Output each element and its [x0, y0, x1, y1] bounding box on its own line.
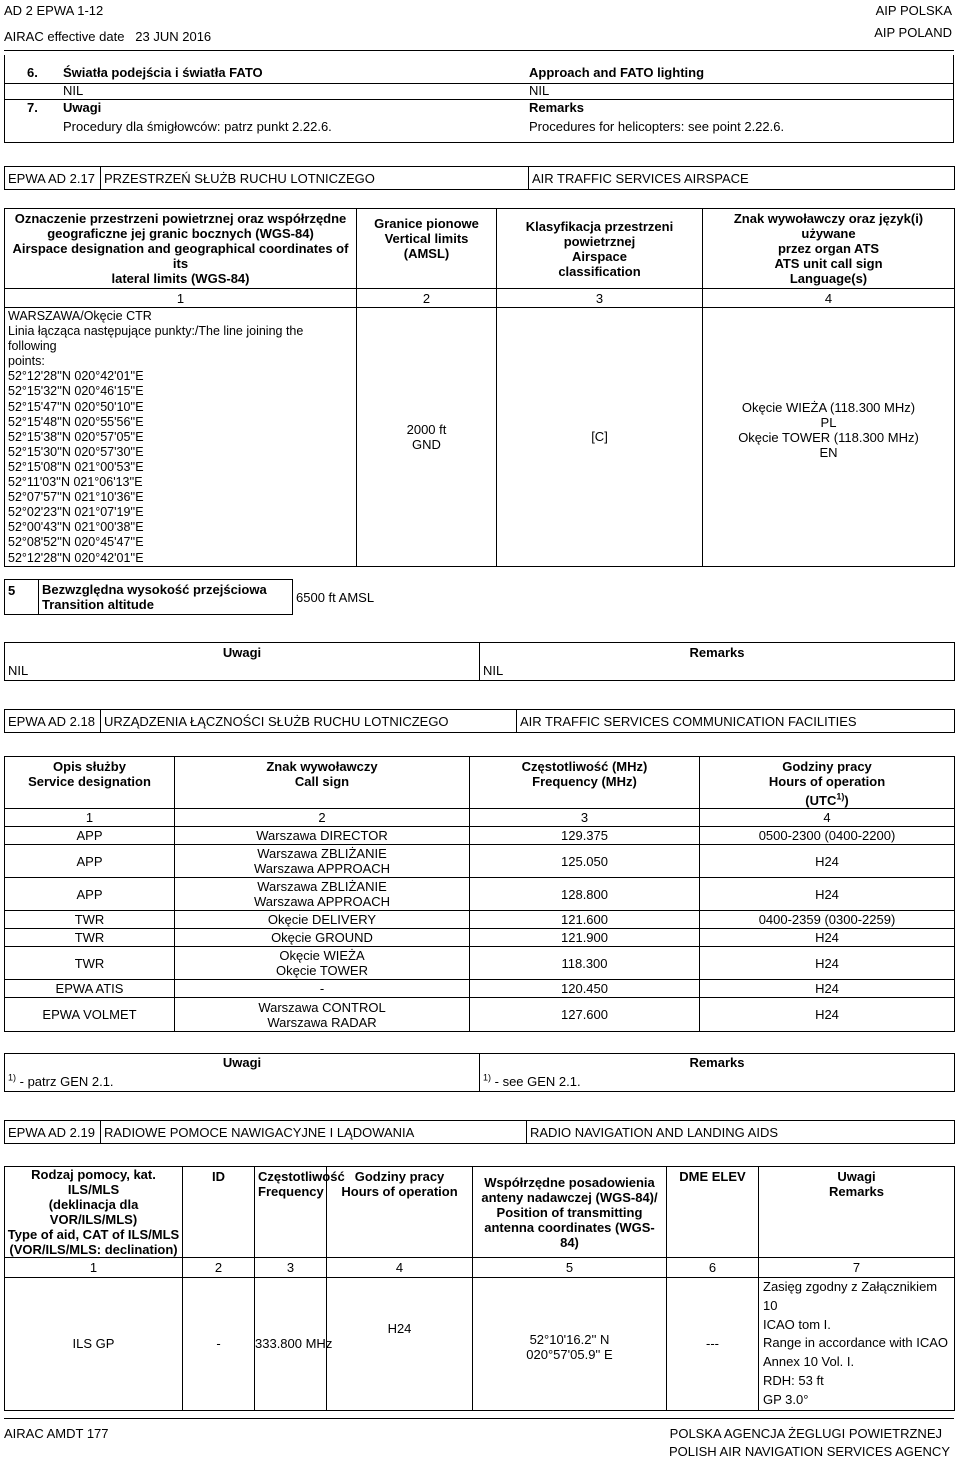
aip-polska: AIP POLSKA	[875, 3, 952, 18]
ctr-line: 52°12'28''N 020°42'01''E	[8, 369, 144, 384]
ctr-line: 52°12'28''N 020°42'01''E	[8, 550, 144, 565]
table-header-row	[5, 757, 955, 809]
col-number: 3	[255, 1258, 327, 1278]
vertical-limits-cell	[357, 308, 497, 567]
header-line: Znak wywoławczy	[266, 759, 378, 774]
ctr-line: 52°08'52''N 020°45'47''E	[8, 535, 144, 550]
utc-label: (UTC	[805, 793, 837, 808]
aip-poland: AIP POLAND	[874, 25, 952, 40]
col-header-vertical-limits	[357, 209, 497, 289]
col-number: 5	[473, 1258, 667, 1278]
remarks-en-value: NIL	[480, 662, 955, 681]
remarks-pl-heading: Uwagi	[5, 643, 480, 662]
airac-amendment: AIRAC AMDT 177	[4, 1426, 109, 1441]
service-cell: APP	[5, 827, 175, 845]
ctr-line: 52°15'32''N 020°46'15''E	[8, 384, 144, 399]
transition-number: 5	[5, 580, 39, 615]
table-row	[5, 1278, 955, 1411]
item7-number: 7.	[27, 100, 38, 115]
ctr-line: 52°15'08''N 021°00'53''E	[8, 459, 144, 474]
service-cell: APP	[5, 845, 175, 878]
remark-line: ICAO tom I.	[763, 1316, 831, 1332]
service-cell: EPWA VOLMET	[5, 998, 175, 1032]
callsign-cell	[175, 929, 470, 947]
section-code: EPWA AD 2.17	[5, 167, 101, 190]
coordinates-cell	[473, 1278, 667, 1411]
table-row	[5, 878, 955, 911]
header-line: Language(s)	[789, 271, 868, 286]
frequency-cell: 118.300	[470, 947, 700, 980]
frequency-cell: 121.600	[470, 911, 700, 929]
remark-line: Annex 10 Vol. I.	[763, 1354, 855, 1370]
table-row	[5, 827, 955, 845]
table-row	[5, 911, 955, 929]
header-line: Frequency	[258, 1184, 324, 1199]
service-cell: TWR	[5, 911, 175, 929]
col-header-coordinates	[473, 1167, 667, 1258]
publisher-pl: POLSKA AGENCJA ŻEGLUGI POWIETRZNEJ	[669, 1426, 942, 1441]
footer-rule	[4, 1418, 954, 1419]
col-header-hours	[327, 1167, 473, 1258]
aid-type-cell: ILS GP	[5, 1278, 183, 1411]
frequency-cell: 121.900	[470, 929, 700, 947]
ctr-line: 52°07'57''N 021°10'36''E	[8, 490, 144, 505]
callsign-line: Warszawa RADAR	[267, 1014, 377, 1030]
header-line: Uwagi	[837, 1169, 876, 1184]
remark-line: GP 3.0°	[763, 1391, 809, 1407]
table-row	[5, 662, 955, 681]
item7-pl-label: Uwagi	[63, 100, 102, 115]
col-number: 2	[357, 289, 497, 308]
remarks-en-value	[480, 1072, 955, 1092]
utc-close: )	[844, 793, 849, 808]
header-line: Znak wywoławczy oraz język(i) używane	[733, 211, 924, 241]
header-line: (VOR/ILS/MLS: declination)	[9, 1242, 178, 1257]
section-title-pl: PRZESTRZEŃ SŁUŻB RUCHU LOTNICZEGO	[101, 167, 529, 190]
header-line: (AMSL)	[403, 246, 450, 261]
remarks-pl-heading: Uwagi	[5, 1054, 480, 1072]
remarks-pl-value: NIL	[5, 662, 480, 681]
callsign-line: Warszawa ZBLIŻANIE	[257, 879, 387, 894]
service-cell: EPWA ATIS	[5, 980, 175, 998]
hours-cell: H24	[700, 998, 955, 1032]
header-line: Godziny pracy	[354, 1169, 445, 1184]
item6-en-label: Approach and FATO lighting	[529, 65, 705, 80]
table-row	[5, 980, 955, 998]
callsign-line: Okęcie TOWER	[276, 963, 368, 978]
header-rule	[4, 50, 954, 51]
header-line: Remarks	[829, 1184, 884, 1199]
callsign-cell	[175, 947, 470, 980]
communication-table	[4, 756, 955, 1032]
header-line: Type of aid, CAT of ILS/MLS	[7, 1227, 180, 1242]
ctr-line: 52°02'23''N 021°07'19''E	[8, 505, 144, 520]
header-line: Opis służby	[53, 759, 126, 774]
col-header-dme-elev	[667, 1167, 759, 1258]
callsign-line: PL	[820, 414, 837, 430]
id-cell: -	[183, 1278, 255, 1411]
header-line-utc	[703, 793, 951, 808]
table-row	[5, 643, 955, 662]
header-line: Hours of operation	[768, 774, 886, 789]
hours-cell: H24	[700, 947, 955, 980]
callsign-line: Okęcie DELIVERY	[267, 912, 377, 927]
publisher-en: POLISH AIR NAVIGATION SERVICES AGENCY	[668, 1444, 950, 1459]
table-header-row	[5, 1167, 955, 1258]
header-line: Hours of operation	[341, 1184, 458, 1199]
remarks-en-text: - see GEN 2.1.	[491, 1073, 581, 1089]
transition-altitude-table	[4, 579, 375, 615]
callsign-line: Warszawa ZBLIŻANIE	[257, 846, 387, 861]
ctr-line: 52°15'30''N 020°57'30''E	[8, 444, 144, 459]
ctr-line: 52°15'38''N 020°57'05''E	[8, 429, 144, 444]
callsign-line: Okęcie TOWER (118.300 MHz)	[738, 429, 919, 445]
col-number: 3	[470, 809, 700, 827]
ctr-line: Linia łącząca następujące punkty:/The line joining the following	[8, 324, 304, 354]
callsign-line: Warszawa DIRECTOR	[256, 828, 388, 843]
section-code: EPWA AD 2.19	[5, 1121, 101, 1144]
doc-ref: AD 2 EPWA 1-12	[4, 3, 104, 18]
col-number: 4	[700, 809, 955, 827]
item6-pl-value: NIL	[63, 83, 84, 98]
col-header-classification	[497, 209, 703, 289]
callsign-cell	[175, 845, 470, 878]
ctr-line: 52°00'43''N 021°00'38''E	[8, 520, 144, 535]
col-number: 7	[759, 1258, 955, 1278]
col-number: 1	[5, 1258, 183, 1278]
col-header-id	[183, 1167, 255, 1258]
item7-en-value: Procedures for helicopters: see point 2.22.6.	[529, 119, 785, 134]
header-line: Granice pionowe	[374, 216, 479, 231]
header-line: ATS unit call sign	[774, 256, 883, 271]
header-line: Częstotliwość	[258, 1169, 345, 1184]
column-number-row	[5, 289, 955, 308]
ctr-line: WARSZAWA/Okęcie CTR	[8, 309, 152, 323]
remarks-en-heading: Remarks	[480, 1054, 955, 1072]
divider	[5, 99, 953, 100]
section-219-header	[4, 1120, 955, 1144]
header-line: Position of transmitting	[496, 1204, 643, 1220]
col-header-remarks	[759, 1167, 955, 1258]
ctr-line: 52°15'47''N 020°50'10''E	[8, 399, 144, 414]
callsign-line: Okęcie WIEŻA (118.300 MHz)	[741, 399, 916, 415]
header-line: Współrzędne posadowienia	[484, 1174, 655, 1190]
header-line: (deklinacja dla VOR/ILS/MLS)	[48, 1197, 139, 1227]
airspace-table	[4, 208, 955, 567]
ctr-definition	[5, 308, 357, 567]
section-title-en: AIR TRAFFIC SERVICES COMMUNICATION FACILITIES	[517, 710, 955, 733]
section-title-en: AIR TRAFFIC SERVICES AIRSPACE	[529, 167, 955, 190]
frequency-cell: 128.800	[470, 878, 700, 911]
header-line: Call sign	[294, 774, 350, 789]
divider	[5, 83, 953, 84]
hours-cell: H24	[700, 929, 955, 947]
header-line: Airspace	[572, 248, 627, 264]
dme-elev-cell: ---	[667, 1278, 759, 1411]
frequency-cell: 129.375	[470, 827, 700, 845]
header-line: przez organ ATS	[777, 241, 880, 256]
classification-cell: [C]	[497, 308, 703, 567]
footnote-marker: 1)	[483, 1072, 492, 1083]
hours-cell: H24	[700, 845, 955, 878]
remarks-pl-text: - patrz GEN 2.1.	[16, 1073, 114, 1089]
col-header-frequency	[255, 1167, 345, 1258]
header-line: classification	[558, 263, 641, 279]
section-code: EPWA AD 2.18	[5, 710, 101, 733]
item6-pl-label: Światła podejścia i światła FATO	[63, 65, 263, 80]
hours-cell: 0400-2359 (0300-2259)	[700, 911, 955, 929]
top-items	[4, 55, 954, 143]
col-number: 6	[667, 1258, 759, 1278]
airac-effective	[4, 29, 211, 44]
callsign-cell	[175, 827, 470, 845]
vertical-limit-lower: GND	[412, 436, 441, 452]
header-line: Airspace designation and geographical coordinates of its	[12, 241, 349, 271]
footnote-marker: 1)	[836, 791, 845, 802]
remarks-cell	[759, 1278, 955, 1411]
header-line: Frequency (MHz)	[532, 774, 637, 789]
navaids-table	[4, 1166, 955, 1411]
callsign-line: Warszawa CONTROL	[258, 999, 386, 1015]
callsign-cell	[703, 308, 955, 567]
callsign-line: Warszawa APPROACH	[253, 894, 391, 909]
header-line: antenna coordinates (WGS-84)	[484, 1219, 655, 1250]
header-line: Częstotliwość (MHz)	[521, 759, 648, 774]
ctr-line: 52°15'48''N 020°55'56''E	[8, 414, 144, 429]
header-line: Vertical limits	[384, 231, 469, 246]
transition-label	[39, 580, 293, 615]
column-number-row	[5, 1258, 955, 1278]
ctr-line: points:	[8, 354, 45, 369]
table-header-row	[5, 209, 955, 289]
item6-number: 6.	[27, 65, 38, 80]
col-number: 1	[5, 809, 175, 827]
col-number: 3	[497, 289, 703, 308]
table-row	[5, 1072, 955, 1092]
col-header-frequency	[470, 757, 700, 809]
table-row	[5, 929, 955, 947]
hours-cell: 0500-2300 (0400-2200)	[700, 827, 955, 845]
coordinate-line: 020°57'05.9'' E	[526, 1346, 613, 1362]
col-number: 2	[183, 1258, 255, 1278]
hours-cell: H24	[700, 980, 955, 998]
col-header-designation	[5, 209, 357, 289]
header-line: DME ELEV	[679, 1169, 746, 1184]
callsign-line: Warszawa APPROACH	[253, 861, 391, 876]
column-number-row	[5, 809, 955, 827]
section-title-pl: RADIOWE POMOCE NAWIGACYJNE I LĄDOWANIA	[101, 1121, 527, 1144]
frequency-cell: 127.600	[470, 998, 700, 1032]
remarks-table	[4, 642, 955, 681]
col-header-callsign	[703, 209, 955, 289]
table-row	[5, 845, 955, 878]
section-title-pl: URZĄDZENIA ŁĄCZNOŚCI SŁUŻB RUCHU LOTNICZEGO	[101, 710, 517, 733]
coordinate-line: 52°10'16.2'' N	[529, 1331, 610, 1347]
remarks-pl-value	[5, 1072, 480, 1092]
airac-date: 23 JUN 2016	[135, 29, 212, 44]
col-header-service	[5, 757, 175, 809]
transition-label-en: Transition altitude	[42, 597, 154, 612]
header-line: Rodzaj pomocy, kat. ILS/MLS	[31, 1167, 156, 1197]
service-cell: TWR	[5, 929, 175, 947]
header-line: ID	[212, 1169, 225, 1184]
col-number: 1	[5, 289, 357, 308]
vertical-limit-upper: 2000 ft	[406, 421, 447, 437]
callsign-line: -	[319, 981, 325, 996]
footnote-marker: 1)	[8, 1072, 17, 1083]
transition-label-pl: Bezwzględna wysokość przejściowa	[42, 582, 267, 597]
remark-line: Zasięg zgodny z Załącznikiem 10	[763, 1279, 938, 1313]
callsign-cell	[175, 980, 470, 998]
callsign-line: Okęcie WIEŻA	[279, 948, 365, 963]
col-number: 4	[703, 289, 955, 308]
header-line: geograficzne jej granic bocznych (WGS-84)	[47, 226, 314, 241]
table-row	[5, 1054, 955, 1072]
col-number: 2	[175, 809, 470, 827]
table-row	[5, 998, 955, 1032]
item6-en-value: NIL	[529, 83, 550, 98]
header-line: Oznaczenie przestrzeni powietrznej oraz współrzędne	[14, 211, 347, 226]
service-cell: APP	[5, 878, 175, 911]
header-line: Service designation	[28, 774, 151, 789]
item7-pl-value: Procedury dla śmigłowców: patrz punkt 2.22.6.	[63, 119, 332, 134]
ctr-line: 52°11'03''N 021°06'13''E	[8, 475, 143, 490]
remark-line: Range in accordance with ICAO	[763, 1335, 948, 1351]
service-cell: TWR	[5, 947, 175, 980]
col-header-aid-type	[5, 1167, 183, 1258]
frequency-cell: 333.800 MHz	[255, 1278, 327, 1411]
header-line: Godziny pracy	[782, 759, 872, 774]
frequency-cell: 120.450	[470, 980, 700, 998]
frequency-cell: 125.050	[470, 845, 700, 878]
callsign-cell	[175, 998, 470, 1032]
callsign-line: EN	[819, 444, 838, 460]
header-line: lateral limits (WGS-84)	[111, 271, 250, 286]
header-line: powietrznej	[563, 233, 636, 249]
table-row	[5, 580, 375, 615]
item7-en-label: Remarks	[529, 100, 584, 115]
table-row	[5, 947, 955, 980]
remarks-en-heading: Remarks	[480, 643, 955, 662]
col-header-callsign	[175, 757, 470, 809]
col-number: 4	[327, 1258, 473, 1278]
table-row	[5, 308, 955, 567]
callsign-cell	[175, 911, 470, 929]
remarks-table	[4, 1053, 955, 1092]
hours-cell: H24	[700, 878, 955, 911]
airac-label: AIRAC effective date	[4, 29, 125, 44]
callsign-cell	[175, 878, 470, 911]
hours-cell: H24	[327, 1278, 473, 1411]
transition-value: 6500 ft AMSL	[293, 580, 375, 615]
col-header-hours	[700, 757, 955, 809]
header-line: anteny nadawczej (WGS-84)/	[481, 1189, 658, 1205]
section-title-en: RADIO NAVIGATION AND LANDING AIDS	[527, 1121, 955, 1144]
section-217-header	[4, 166, 955, 190]
section-218-header	[4, 709, 955, 733]
remark-line: RDH: 53 ft	[763, 1372, 824, 1388]
callsign-line: Okęcie GROUND	[271, 930, 373, 945]
header-line: Klasyfikacja przestrzeni	[525, 218, 674, 234]
